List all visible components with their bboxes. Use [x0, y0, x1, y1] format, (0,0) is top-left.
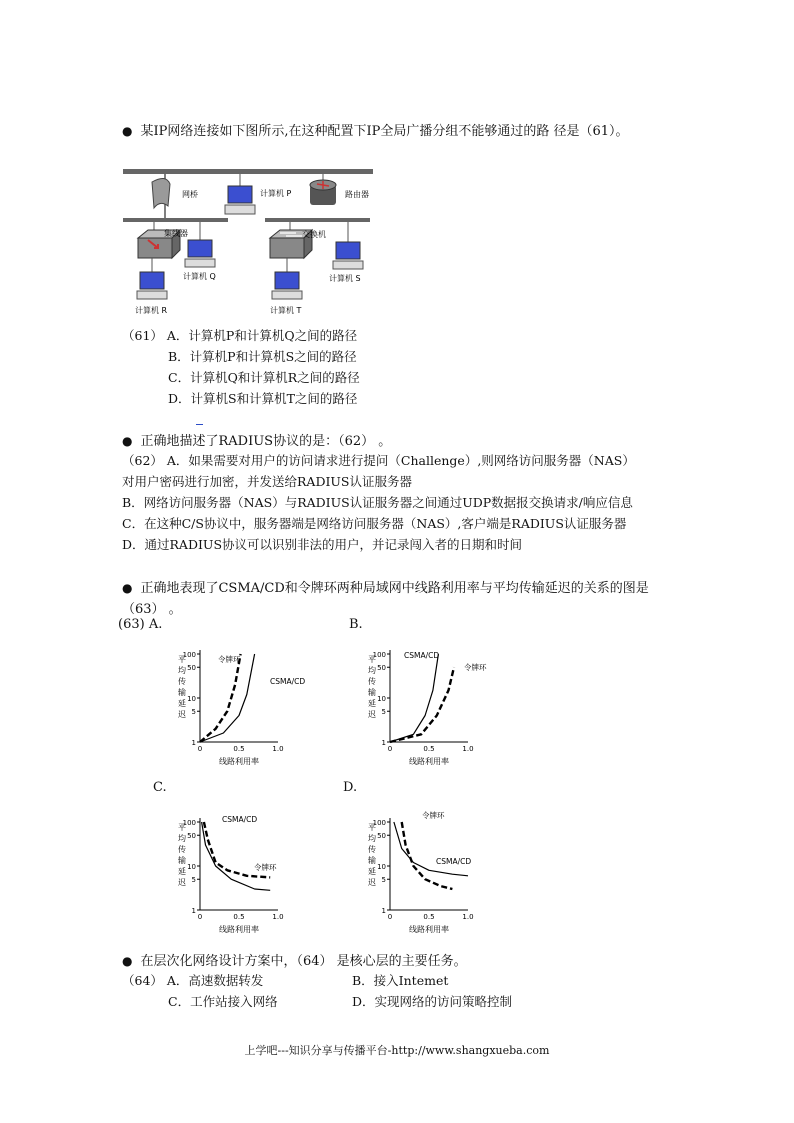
series-label: 令牌环 [422, 811, 445, 820]
y-axis-label: 输 [178, 688, 186, 697]
right-segment-line [265, 218, 370, 222]
series-label: 令牌环 [254, 863, 277, 872]
q62-line-4: C．在这种C/S协议中，服务器端是网络访问服务器（NAS）,客户端是RADIUS认证服务器 [122, 516, 627, 531]
y-axis-label: 延 [368, 867, 376, 876]
computer-t-icon [270, 258, 302, 315]
y-axis-label: 平 [368, 823, 376, 832]
y-tick-label: 100 [182, 819, 196, 827]
y-tick-label: 50 [377, 832, 386, 841]
series-label: 令牌环 [464, 663, 487, 672]
y-tick-label: 50 [187, 664, 196, 673]
chart-label-b: B. [349, 617, 363, 632]
x-tick-label: 0.5 [233, 745, 245, 753]
y-axis-label: 平 [178, 823, 186, 832]
x-tick-label: 1.0 [462, 745, 474, 753]
bridge-icon [152, 174, 198, 218]
underline-mark [196, 424, 203, 425]
y-tick-label: 100 [372, 819, 386, 827]
q61-option-d: D．计算机S和计算机T之间的路径 [168, 391, 358, 406]
y-tick-label: 50 [187, 832, 196, 841]
y-axis-label: 传 [368, 677, 376, 686]
chart-label-c: C. [153, 780, 167, 795]
q62-line-5: D．通过RADIUS协议可以识别非法的用户，并记录闯入者的日期和时间 [122, 537, 523, 552]
y-axis-label: 输 [368, 856, 376, 865]
q61-option-b: B．计算机P和计算机S之间的路径 [168, 349, 357, 364]
q62-line-3: B．网络访问服务器（NAS）与RADIUS认证服务器之间通过UDP数据报交换请求/响应信息 [122, 495, 633, 510]
x-axis-label: 线路利用率 [409, 925, 449, 934]
series-line [390, 654, 438, 742]
q64-option-a: （64） A．高速数据转发 [122, 973, 264, 988]
y-axis-label: 延 [178, 699, 186, 708]
switch-label: 交换机 [302, 230, 326, 239]
y-axis-label: 传 [368, 845, 376, 854]
series-line [390, 667, 454, 742]
y-tick-label: 10 [377, 863, 386, 871]
chart-label-d: D. [343, 780, 358, 795]
y-axis-label: 均 [368, 666, 376, 675]
q64-option-b: B．接入Intemet [352, 973, 449, 988]
bullet-icon: ● [122, 581, 133, 595]
switch-icon [270, 222, 326, 258]
y-axis-label: 延 [368, 699, 376, 708]
chart-c [170, 808, 290, 938]
y-axis-label: 输 [178, 856, 186, 865]
series-line [200, 654, 255, 742]
y-axis-label: 迟 [178, 710, 186, 719]
y-tick-label: 100 [372, 651, 386, 659]
y-tick-label: 1 [381, 739, 386, 747]
x-tick-label: 0 [197, 745, 203, 753]
q62-line-1: （62） A．如果需要对用户的访问请求进行提问（Challenge）,则网络访问服务器（NAS） [122, 453, 635, 468]
computer-q-label: 计算机 Q [183, 272, 216, 281]
q63-stem-line [122, 577, 649, 596]
computer-s-label: 计算机 S [329, 274, 361, 283]
y-axis-label: 均 [368, 834, 376, 843]
q62-stem-line [122, 430, 391, 449]
computer-p-label: 计算机 P [260, 189, 292, 198]
x-tick-label: 0.5 [423, 745, 435, 753]
x-tick-label: 1.0 [272, 745, 284, 753]
page-footer: 上学吧---知识分享与传播平台-http://www.shangxueba.com [244, 1044, 550, 1057]
y-tick-label: 5 [191, 708, 196, 717]
series-label: CSMA/CD [222, 815, 258, 824]
chart-b [360, 640, 490, 770]
q64-stem-line [122, 950, 467, 969]
computer-s-icon [329, 222, 363, 283]
y-axis-label: 延 [178, 867, 186, 876]
chart-a [170, 640, 306, 770]
bullet-icon: ● [122, 124, 133, 138]
y-tick-label: 5 [381, 876, 386, 885]
q63-stem-2: （63） 。 [122, 602, 182, 617]
y-tick-label: 1 [381, 907, 386, 915]
hub-icon [138, 222, 188, 258]
y-tick-label: 10 [187, 695, 196, 703]
x-tick-label: 0 [387, 913, 393, 921]
series-line [394, 822, 468, 876]
y-axis-label: 传 [178, 677, 186, 686]
series-label: CSMA/CD [404, 651, 440, 660]
y-tick-label: 1 [191, 739, 196, 747]
q64-stem: 在层次化网络设计方案中，（64） 是核心层的主要任务。 [140, 954, 467, 969]
y-tick-label: 5 [191, 876, 196, 885]
q61-option-c: C．计算机Q和计算机R之间的路径 [168, 370, 360, 385]
y-tick-label: 10 [187, 863, 196, 871]
y-tick-label: 100 [182, 651, 196, 659]
y-axis-label: 迟 [178, 878, 186, 887]
x-axis-label: 线路利用率 [219, 925, 259, 934]
series-label: CSMA/CD [270, 677, 306, 686]
y-tick-label: 10 [377, 695, 386, 703]
computer-t-label: 计算机 T [270, 306, 302, 315]
q62-stem: 正确地描述了RADIUS协议的是：（62） 。 [140, 434, 392, 449]
bridge-label: 网桥 [182, 190, 198, 199]
network-diagram [120, 160, 380, 320]
series-line [202, 822, 271, 890]
router-label: 路由器 [345, 190, 369, 199]
router-icon [310, 174, 369, 205]
y-axis-label: 均 [178, 834, 186, 843]
left-segment-line [123, 218, 228, 222]
q61-stem-line [122, 120, 629, 139]
y-axis-label: 迟 [368, 710, 376, 719]
q64-option-d: D．实现网络的访问策略控制 [352, 994, 513, 1009]
series-line [200, 654, 241, 742]
y-axis-label: 均 [178, 666, 186, 675]
chart-d [360, 808, 490, 938]
y-axis-label: 输 [368, 688, 376, 697]
q61-stem: 某IP网络连接如下图所示,在这种配置下IP全局广播分组不能够通过的路 径是（61）。 [140, 124, 629, 139]
chart-label-a: (63) A. [118, 617, 163, 632]
series-label: 令牌环 [218, 655, 241, 664]
x-tick-label: 1.0 [272, 913, 284, 921]
computer-r-label: 计算机 R [135, 306, 168, 315]
y-axis-label: 传 [178, 845, 186, 854]
x-tick-label: 1.0 [462, 913, 474, 921]
series-label: CSMA/CD [436, 857, 472, 866]
bullet-icon: ● [122, 434, 133, 448]
x-axis-label: 线路利用率 [219, 757, 259, 766]
q63-stem-1: 正确地表现了CSMA/CD和令牌环两种局域网中线路利用率与平均传输延迟的关系的图是 [140, 581, 649, 596]
x-axis-label: 线路利用率 [409, 757, 449, 766]
q64-option-c: C．工作站接入网络 [168, 994, 278, 1009]
computer-r-icon [135, 258, 168, 315]
y-axis-label: 平 [178, 655, 186, 664]
backbone-line [123, 169, 373, 174]
computer-p-icon [225, 174, 292, 214]
x-tick-label: 0.5 [423, 913, 435, 921]
q62-line-2: 对用户密码进行加密，并发送给RADIUS认证服务器 [122, 474, 412, 489]
y-axis-label: 迟 [368, 878, 376, 887]
y-tick-label: 1 [191, 907, 196, 915]
y-axis-label: 平 [368, 655, 376, 664]
x-tick-label: 0 [197, 913, 203, 921]
hub-label: 集线器 [164, 229, 188, 238]
y-tick-label: 50 [377, 664, 386, 673]
y-tick-label: 5 [381, 708, 386, 717]
series-line [402, 822, 453, 889]
q61-option-a: （61） A．计算机P和计算机Q之间的路径 [122, 328, 358, 343]
x-tick-label: 0.5 [233, 913, 245, 921]
x-tick-label: 0 [387, 745, 393, 753]
bullet-icon: ● [122, 954, 133, 968]
